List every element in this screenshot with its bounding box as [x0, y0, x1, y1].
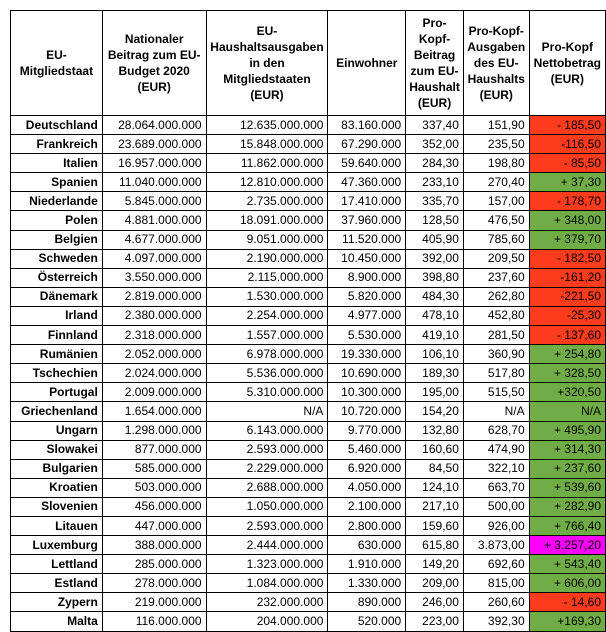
country-cell: Litauen [11, 516, 103, 535]
net-amount-cell: + 282,90 [529, 497, 605, 516]
net-amount-cell: + 328,50 [529, 364, 605, 383]
net-amount-cell: + 766,40 [529, 516, 605, 535]
per-capita-expenditure-cell: 3.873,00 [463, 536, 529, 555]
per-capita-expenditure-cell: 270,40 [463, 173, 529, 192]
table-body [11, 116, 606, 632]
net-amount-cell: - 182,50 [529, 249, 605, 268]
expenditure-cell: 2.444.000.000 [206, 536, 328, 555]
table-row [11, 211, 606, 230]
per-capita-expenditure-cell: 500,00 [463, 497, 529, 516]
contribution-cell: 4.881.000.000 [102, 211, 206, 230]
contribution-cell: 503.000.000 [102, 478, 206, 497]
country-cell: Polen [11, 211, 103, 230]
per-capita-contribution-cell: 209,00 [406, 574, 464, 593]
country-cell: Malta [11, 612, 103, 631]
table-row [11, 230, 606, 249]
population-cell: 5.530.000 [328, 326, 406, 345]
population-cell: 10.300.000 [328, 383, 406, 402]
per-capita-contribution-cell: 392,00 [406, 249, 464, 268]
per-capita-expenditure-cell: 281,50 [463, 326, 529, 345]
net-amount-cell: -221,50 [529, 287, 605, 306]
per-capita-expenditure-cell: 663,70 [463, 478, 529, 497]
contribution-cell: 2.052.000.000 [102, 345, 206, 364]
population-cell: 37.960.000 [328, 211, 406, 230]
country-cell: Tschechien [11, 364, 103, 383]
net-amount-cell: - 185,50 [529, 116, 605, 135]
per-capita-contribution-cell: 405,90 [406, 230, 464, 249]
expenditure-cell: 18.091.000.000 [206, 211, 328, 230]
expenditure-cell: 1.557.000.000 [206, 326, 328, 345]
net-amount-cell: + 543,40 [529, 555, 605, 574]
table-row [11, 536, 606, 555]
per-capita-contribution-cell: 284,30 [406, 154, 464, 173]
expenditure-cell: 9.051.000.000 [206, 230, 328, 249]
per-capita-expenditure-cell: 260,60 [463, 593, 529, 612]
expenditure-cell: 11.862.000.000 [206, 154, 328, 173]
country-cell: Irland [11, 306, 103, 325]
per-capita-contribution-cell: 106,10 [406, 345, 464, 364]
contribution-cell: 3.550.000.000 [102, 268, 206, 287]
country-cell: Niederlande [11, 192, 103, 211]
population-cell: 4.050.000 [328, 478, 406, 497]
contribution-cell: 456.000.000 [102, 497, 206, 516]
expenditure-cell: 12.635.000.000 [206, 116, 328, 135]
table-row [11, 478, 606, 497]
per-capita-contribution-cell: 132,80 [406, 421, 464, 440]
country-cell: Portugal [11, 383, 103, 402]
contribution-cell: 2.819.000.000 [102, 287, 206, 306]
expenditure-cell: 2.593.000.000 [206, 516, 328, 535]
expenditure-cell: 15.848.000.000 [206, 135, 328, 154]
country-cell: Slowakei [11, 440, 103, 459]
contribution-cell: 447.000.000 [102, 516, 206, 535]
expenditure-cell: 1.050.000.000 [206, 497, 328, 516]
population-cell: 59.640.000 [328, 154, 406, 173]
population-cell: 47.360.000 [328, 173, 406, 192]
net-amount-cell: -25,30 [529, 306, 605, 325]
expenditure-cell: 2.593.000.000 [206, 440, 328, 459]
contribution-cell: 2.009.000.000 [102, 383, 206, 402]
net-amount-cell: - 178,70 [529, 192, 605, 211]
country-cell: Österreich [11, 268, 103, 287]
net-amount-cell: + 237,60 [529, 459, 605, 478]
country-cell: Estland [11, 574, 103, 593]
population-cell: 630.000 [328, 536, 406, 555]
table-row [11, 345, 606, 364]
table-row [11, 459, 606, 478]
net-amount-cell: + 379,70 [529, 230, 605, 249]
net-amount-cell: -161,20 [529, 268, 605, 287]
population-cell: 83.160.000 [328, 116, 406, 135]
per-capita-expenditure-cell: 235,50 [463, 135, 529, 154]
population-cell: 5.820.000 [328, 287, 406, 306]
population-cell: 890.000 [328, 593, 406, 612]
net-amount-cell: + 539,60 [529, 478, 605, 497]
per-capita-contribution-cell: 160,60 [406, 440, 464, 459]
population-cell: 67.290.000 [328, 135, 406, 154]
population-cell: 19.330.000 [328, 345, 406, 364]
table-row [11, 306, 606, 325]
per-capita-expenditure-cell: 517,80 [463, 364, 529, 383]
table-row [11, 287, 606, 306]
net-amount-cell: - 85,50 [529, 154, 605, 173]
expenditure-cell: 2.229.000.000 [206, 459, 328, 478]
eu-budget-table [10, 10, 606, 632]
population-cell: 2.800.000 [328, 516, 406, 535]
table-row [11, 421, 606, 440]
country-cell: Dänemark [11, 287, 103, 306]
country-cell: Finnland [11, 326, 103, 345]
contribution-cell: 2.380.000.000 [102, 306, 206, 325]
header-row [11, 11, 606, 116]
expenditure-cell: 2.688.000.000 [206, 478, 328, 497]
population-cell: 11.520.000 [328, 230, 406, 249]
country-cell: Zypern [11, 593, 103, 612]
country-cell: Belgien [11, 230, 103, 249]
per-capita-expenditure-cell: 360,90 [463, 345, 529, 364]
per-capita-expenditure-cell: 322,10 [463, 459, 529, 478]
expenditure-cell: 2.190.000.000 [206, 249, 328, 268]
table-row [11, 555, 606, 574]
per-capita-expenditure-cell: 237,60 [463, 268, 529, 287]
per-capita-contribution-cell: 419,10 [406, 326, 464, 345]
contribution-cell: 5.845.000.000 [102, 192, 206, 211]
contribution-cell: 1.654.000.000 [102, 402, 206, 421]
country-cell: Bulgarien [11, 459, 103, 478]
net-amount-cell: +169,30 [529, 612, 605, 631]
table-row [11, 268, 606, 287]
country-cell: Spanien [11, 173, 103, 192]
table-row [11, 135, 606, 154]
contribution-cell: 1.298.000.000 [102, 421, 206, 440]
population-cell: 17.410.000 [328, 192, 406, 211]
population-cell: 9.770.000 [328, 421, 406, 440]
population-cell: 6.920.000 [328, 459, 406, 478]
table-row [11, 364, 606, 383]
net-amount-cell: +320,50 [529, 383, 605, 402]
per-capita-contribution-cell: 335,70 [406, 192, 464, 211]
contribution-cell: 388.000.000 [102, 536, 206, 555]
per-capita-contribution-cell: 128,50 [406, 211, 464, 230]
per-capita-expenditure-cell: 209,50 [463, 249, 529, 268]
country-cell: Italien [11, 154, 103, 173]
country-cell: Rumänien [11, 345, 103, 364]
table-row [11, 383, 606, 402]
per-capita-contribution-cell: 233,10 [406, 173, 464, 192]
per-capita-expenditure-cell: 198,80 [463, 154, 529, 173]
contribution-cell: 877.000.000 [102, 440, 206, 459]
expenditure-cell: 1.530.000.000 [206, 287, 328, 306]
contribution-cell: 2.024.000.000 [102, 364, 206, 383]
header-per-capita-expenditure: Pro-Kopf-Ausgaben des EU-Haushalts (EUR) [463, 11, 529, 116]
header-member-state: EU-Mitgliedstaat [11, 11, 103, 116]
table-row [11, 574, 606, 593]
net-amount-cell: - 137,60 [529, 326, 605, 345]
per-capita-contribution-cell: 154,20 [406, 402, 464, 421]
table-row [11, 116, 606, 135]
expenditure-cell: 232.000.000 [206, 593, 328, 612]
net-amount-cell: N/A [529, 402, 605, 421]
country-cell: Lettland [11, 555, 103, 574]
table-row [11, 440, 606, 459]
per-capita-contribution-cell: 352,00 [406, 135, 464, 154]
net-amount-cell: + 254,80 [529, 345, 605, 364]
contribution-cell: 28.064.000.000 [102, 116, 206, 135]
header-national-contribution: Nationaler Beitrag zum EU-Budget 2020 (EUR) [102, 11, 206, 116]
net-amount-cell: -116,50 [529, 135, 605, 154]
expenditure-cell: 12.810.000.000 [206, 173, 328, 192]
population-cell: 8.900.000 [328, 268, 406, 287]
contribution-cell: 116.000.000 [102, 612, 206, 631]
net-amount-cell: + 606,00 [529, 574, 605, 593]
contribution-cell: 2.318.000.000 [102, 326, 206, 345]
per-capita-expenditure-cell: 151,90 [463, 116, 529, 135]
per-capita-contribution-cell: 615,80 [406, 536, 464, 555]
per-capita-expenditure-cell: 692,60 [463, 555, 529, 574]
net-amount-cell: + 495,90 [529, 421, 605, 440]
per-capita-contribution-cell: 484,30 [406, 287, 464, 306]
per-capita-expenditure-cell: 452,80 [463, 306, 529, 325]
per-capita-contribution-cell: 223,00 [406, 612, 464, 631]
per-capita-contribution-cell: 84,50 [406, 459, 464, 478]
per-capita-contribution-cell: 189,30 [406, 364, 464, 383]
population-cell: 1.910.000 [328, 555, 406, 574]
per-capita-expenditure-cell: 815,00 [463, 574, 529, 593]
table-row [11, 249, 606, 268]
country-cell: Griechenland [11, 402, 103, 421]
population-cell: 1.330.000 [328, 574, 406, 593]
per-capita-contribution-cell: 337,40 [406, 116, 464, 135]
net-amount-cell: + 348,00 [529, 211, 605, 230]
country-cell: Deutschland [11, 116, 103, 135]
contribution-cell: 23.689.000.000 [102, 135, 206, 154]
per-capita-expenditure-cell: 157,00 [463, 192, 529, 211]
per-capita-expenditure-cell: 628,70 [463, 421, 529, 440]
per-capita-expenditure-cell: 785,60 [463, 230, 529, 249]
population-cell: 4.977.000 [328, 306, 406, 325]
contribution-cell: 4.677.000.000 [102, 230, 206, 249]
per-capita-expenditure-cell: 392,30 [463, 612, 529, 631]
table-row [11, 612, 606, 631]
expenditure-cell: 1.084.000.000 [206, 574, 328, 593]
expenditure-cell: 2.115.000.000 [206, 268, 328, 287]
header-per-capita-net: Pro-Kopf Nettobetrag (EUR) [529, 11, 605, 116]
per-capita-expenditure-cell: 476,50 [463, 211, 529, 230]
country-cell: Kroatien [11, 478, 103, 497]
expenditure-cell: 5.310.000.000 [206, 383, 328, 402]
population-cell: 5.460.000 [328, 440, 406, 459]
expenditure-cell: 1.323.000.000 [206, 555, 328, 574]
header-eu-expenditure: EU-Haushaltsausgaben in den Mitgliedstaaten (EUR) [206, 11, 328, 116]
expenditure-cell: N/A [206, 402, 328, 421]
population-cell: 10.690.000 [328, 364, 406, 383]
country-cell: Frankreich [11, 135, 103, 154]
per-capita-contribution-cell: 217,10 [406, 497, 464, 516]
per-capita-expenditure-cell: 515,50 [463, 383, 529, 402]
per-capita-expenditure-cell: N/A [463, 402, 529, 421]
net-amount-cell: + 314,30 [529, 440, 605, 459]
country-cell: Slovenien [11, 497, 103, 516]
contribution-cell: 278.000.000 [102, 574, 206, 593]
per-capita-expenditure-cell: 262,80 [463, 287, 529, 306]
expenditure-cell: 204.000.000 [206, 612, 328, 631]
table-row [11, 497, 606, 516]
table-row [11, 516, 606, 535]
population-cell: 10.450.000 [328, 249, 406, 268]
per-capita-contribution-cell: 246,00 [406, 593, 464, 612]
table-row [11, 173, 606, 192]
header-population: Einwohner [328, 11, 406, 116]
population-cell: 2.100.000 [328, 497, 406, 516]
country-cell: Luxemburg [11, 536, 103, 555]
expenditure-cell: 6.978.000.000 [206, 345, 328, 364]
header-per-capita-contribution: Pro-Kopf-Beitrag zum EU-Haushalt (EUR) [406, 11, 464, 116]
expenditure-cell: 5.536.000.000 [206, 364, 328, 383]
country-cell: Schweden [11, 249, 103, 268]
per-capita-expenditure-cell: 926,00 [463, 516, 529, 535]
table-row [11, 192, 606, 211]
country-cell: Ungarn [11, 421, 103, 440]
table-row [11, 326, 606, 345]
contribution-cell: 11.040.000.000 [102, 173, 206, 192]
per-capita-contribution-cell: 124,10 [406, 478, 464, 497]
per-capita-contribution-cell: 159,60 [406, 516, 464, 535]
expenditure-cell: 6.143.000.000 [206, 421, 328, 440]
population-cell: 520.000 [328, 612, 406, 631]
contribution-cell: 16.957.000.000 [102, 154, 206, 173]
population-cell: 10.720.000 [328, 402, 406, 421]
contribution-cell: 285.000.000 [102, 555, 206, 574]
contribution-cell: 4.097.000.000 [102, 249, 206, 268]
contribution-cell: 219.000.000 [102, 593, 206, 612]
net-amount-cell: + 3.257,20 [529, 536, 605, 555]
per-capita-contribution-cell: 398,80 [406, 268, 464, 287]
table-row [11, 402, 606, 421]
table-row [11, 593, 606, 612]
net-amount-cell: + 37,30 [529, 173, 605, 192]
expenditure-cell: 2.254.000.000 [206, 306, 328, 325]
per-capita-contribution-cell: 195,00 [406, 383, 464, 402]
table-row [11, 154, 606, 173]
per-capita-expenditure-cell: 474,90 [463, 440, 529, 459]
contribution-cell: 585.000.000 [102, 459, 206, 478]
per-capita-contribution-cell: 149,20 [406, 555, 464, 574]
net-amount-cell: - 14,60 [529, 593, 605, 612]
per-capita-contribution-cell: 478,10 [406, 306, 464, 325]
expenditure-cell: 2.735.000.000 [206, 192, 328, 211]
